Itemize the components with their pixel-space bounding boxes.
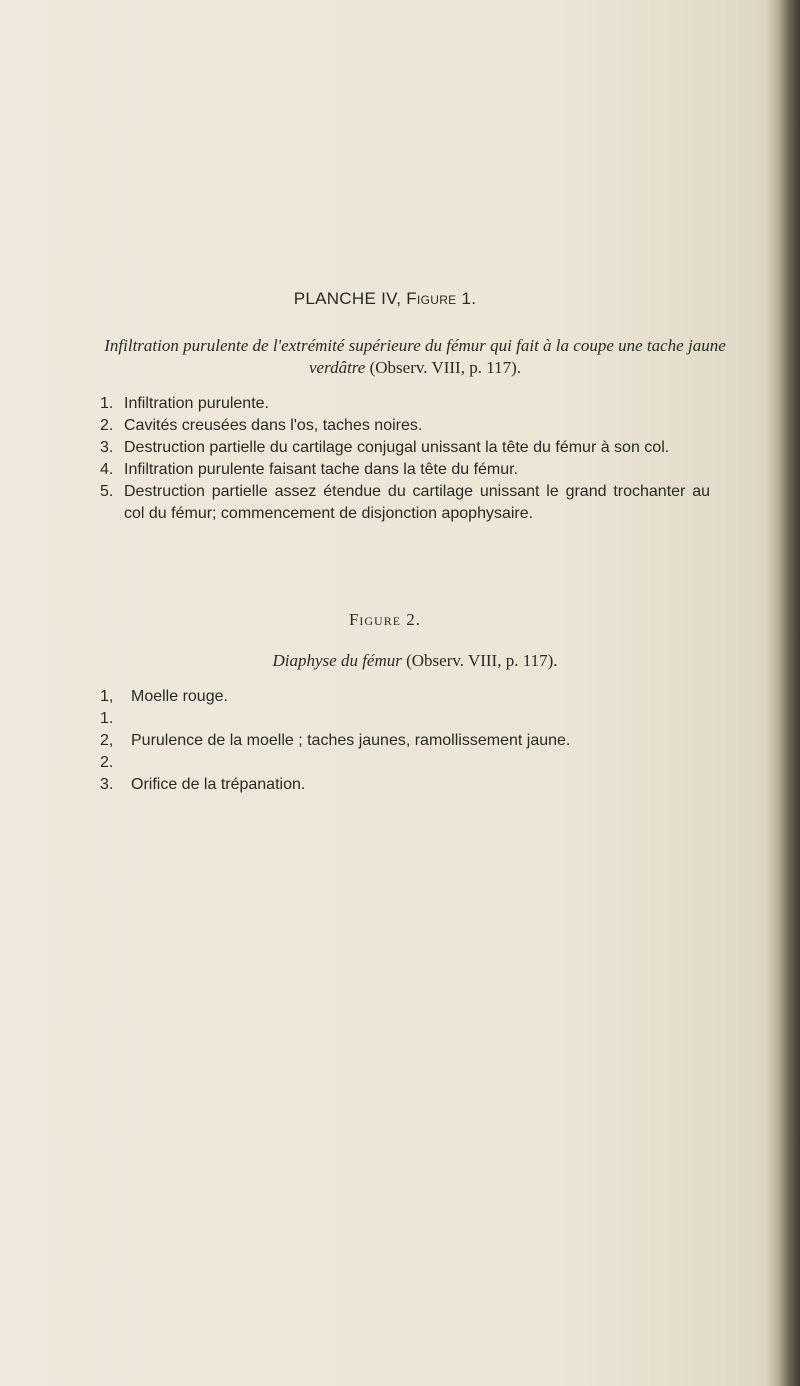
item-text: Purulence de la moelle ; taches jaunes, ramollissement jaune. — [131, 732, 571, 749]
figure1-caption — [100, 335, 730, 379]
item-number: 5. — [100, 483, 114, 500]
figure2-legend — [100, 686, 710, 796]
list-item — [100, 774, 710, 796]
figure1-caption-ref: (Observ. VIII, p. 117). — [369, 358, 521, 377]
figure2-caption-italic: Diaphyse du fémur — [272, 651, 402, 670]
item-text: Destruction partielle du cartilage conjugal unissant la tête du fémur à son col. — [124, 439, 670, 456]
item-text: Cavités creusées dans l'os, taches noires. — [124, 417, 423, 434]
item-number: 3. — [100, 439, 114, 456]
item-number: 1, 1. — [100, 688, 114, 727]
item-number: 2, 2. — [100, 732, 114, 771]
item-text: Destruction partielle assez étendue du cartilage unissant le grand trochanter au col du fémur; commencement de disjonction apophysaire. — [124, 483, 710, 522]
figure1-label: Figure 1. — [406, 289, 477, 308]
list-item — [100, 437, 710, 459]
page-edge-shadow — [766, 0, 800, 1386]
item-text: Orifice de la trépanation. — [131, 776, 306, 793]
plate-title-prefix: PLANCHE IV, — [293, 289, 402, 308]
figure2-title: Figure 2. — [348, 610, 422, 629]
figure1-legend — [100, 393, 710, 525]
list-item — [100, 686, 710, 730]
figure2-caption-ref: (Observ. VIII, p. 117). — [406, 651, 558, 670]
item-text: Infiltration purulente. — [124, 395, 269, 412]
figure1-caption-italic: Infiltration purulente de l'extrémité supérieure du fémur qui fait à la coupe une tache jaune verdâtre — [104, 336, 726, 377]
list-item — [100, 415, 710, 437]
figure2-caption — [100, 650, 730, 672]
item-number: 4. — [100, 461, 114, 478]
item-text: Moelle rouge. — [131, 688, 228, 705]
item-number: 1. — [100, 395, 114, 412]
list-item — [100, 730, 710, 774]
list-item — [100, 481, 710, 525]
item-number: 3. — [100, 776, 114, 793]
list-item — [100, 459, 710, 481]
plate-title — [0, 289, 770, 309]
item-number: 2. — [100, 417, 114, 434]
item-text: Infiltration purulente faisant tache dans la tête du fémur. — [124, 461, 519, 478]
list-item — [100, 393, 710, 415]
